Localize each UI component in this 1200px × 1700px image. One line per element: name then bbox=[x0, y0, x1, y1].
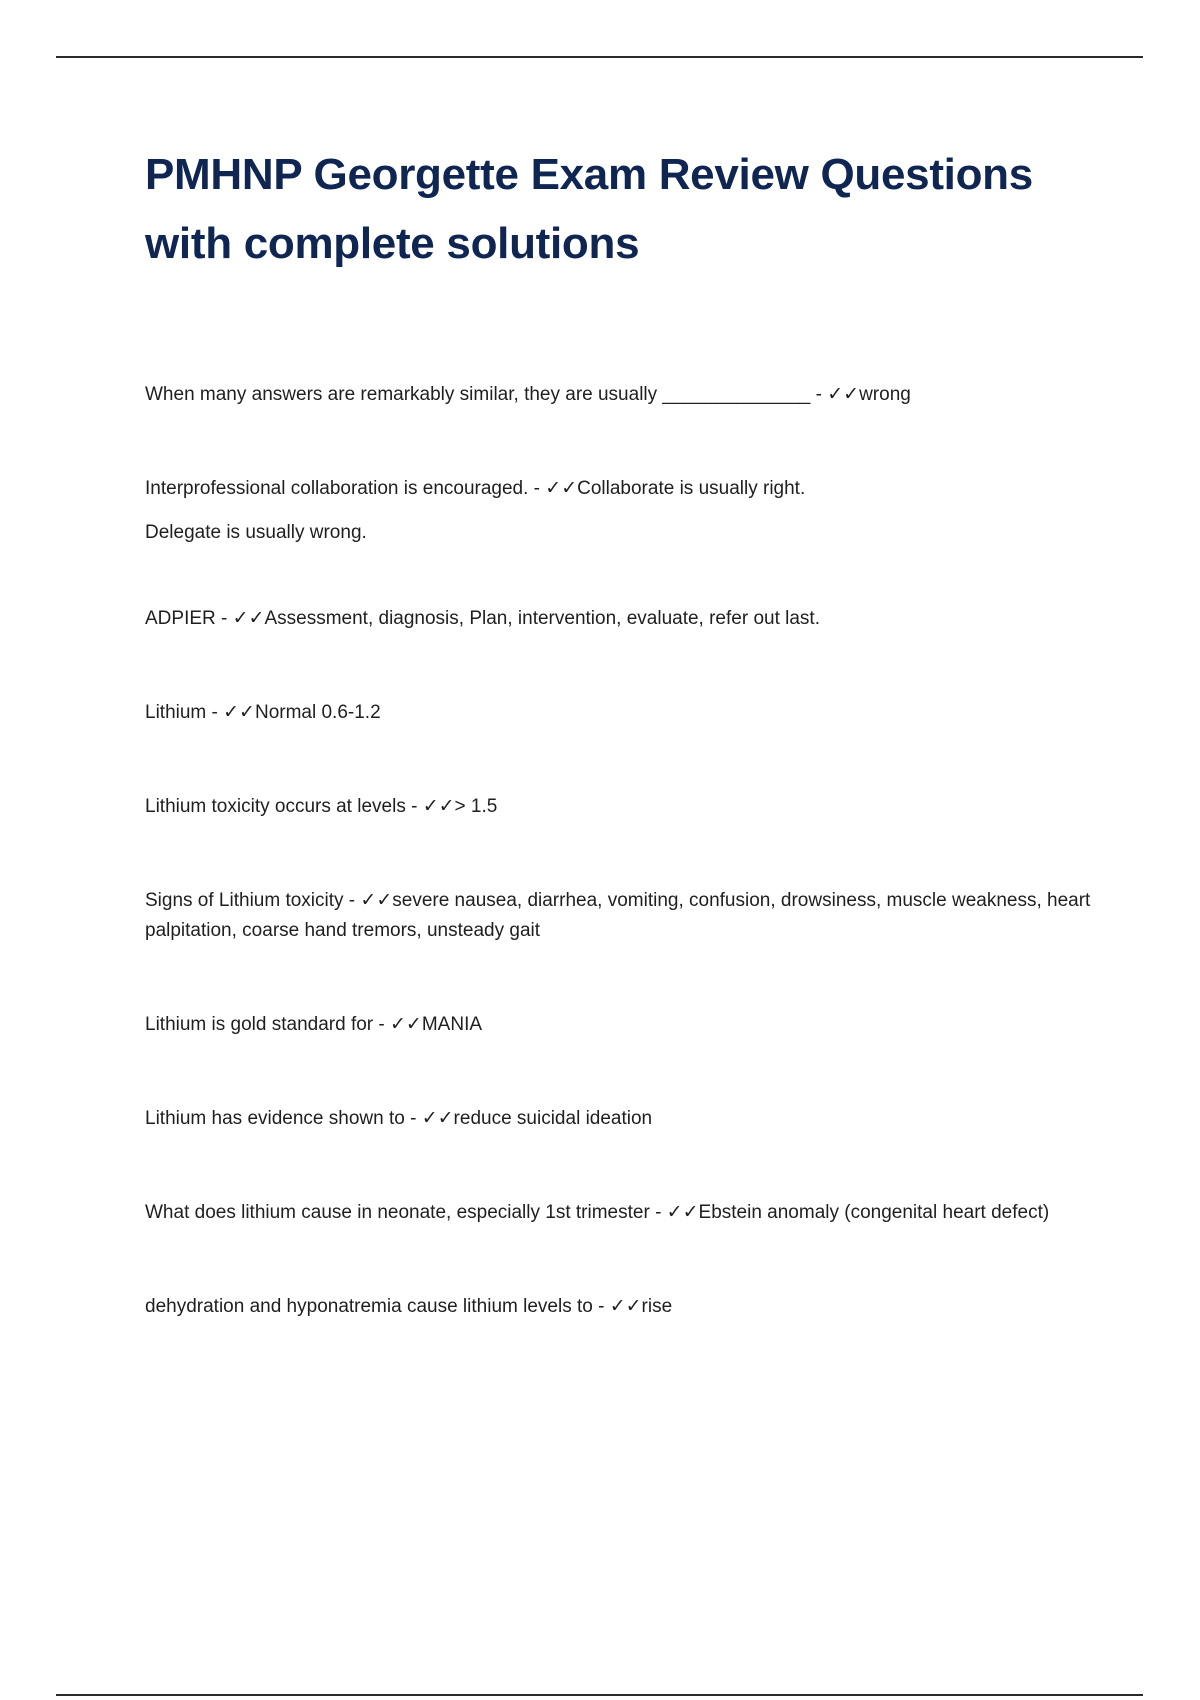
question-item bbox=[145, 698, 1095, 728]
question-item bbox=[145, 474, 1095, 548]
question-text: Interprofessional collaboration is encouraged. - ✓✓Collaborate is usually right. bbox=[145, 478, 806, 499]
question-text: What does lithium cause in neonate, especially 1st trimester - ✓✓Ebstein anomaly (congenital heart defect) bbox=[145, 1202, 1050, 1223]
question-item bbox=[145, 380, 1095, 410]
question-item bbox=[145, 604, 1095, 634]
top-rule bbox=[56, 56, 1143, 58]
question-text: Lithium toxicity occurs at levels - ✓✓> 1.5 bbox=[145, 796, 498, 817]
question-text: Lithium - ✓✓Normal 0.6-1.2 bbox=[145, 702, 381, 723]
bottom-rule bbox=[56, 1694, 1143, 1696]
question-text: Signs of Lithium toxicity - ✓✓severe nausea, diarrhea, vomiting, confusion, drowsiness, muscle weakness, heart palpitation, coarse hand tremors, unsteady gait bbox=[145, 890, 1091, 941]
question-text: ADPIER - ✓✓Assessment, diagnosis, Plan, intervention, evaluate, refer out last. bbox=[145, 608, 820, 629]
question-item bbox=[145, 1292, 1095, 1322]
question-list bbox=[145, 380, 1095, 1322]
question-text: Lithium has evidence shown to - ✓✓reduce suicidal ideation bbox=[145, 1108, 653, 1129]
question-item bbox=[145, 886, 1095, 946]
question-item bbox=[145, 1104, 1095, 1134]
question-item bbox=[145, 792, 1095, 822]
question-extra-text: Delegate is usually wrong. bbox=[145, 522, 367, 543]
question-item bbox=[145, 1198, 1095, 1228]
question-text: When many answers are remarkably similar, they are usually ______________ - ✓✓wrong bbox=[145, 384, 911, 405]
document-title: PMHNP Georgette Exam Review Questions with complete solutions bbox=[145, 150, 1033, 268]
question-text: dehydration and hyponatremia cause lithium levels to - ✓✓rise bbox=[145, 1296, 673, 1317]
question-item bbox=[145, 1010, 1095, 1040]
question-text: Lithium is gold standard for - ✓✓MANIA bbox=[145, 1014, 483, 1035]
document-content bbox=[145, 140, 1095, 1317]
